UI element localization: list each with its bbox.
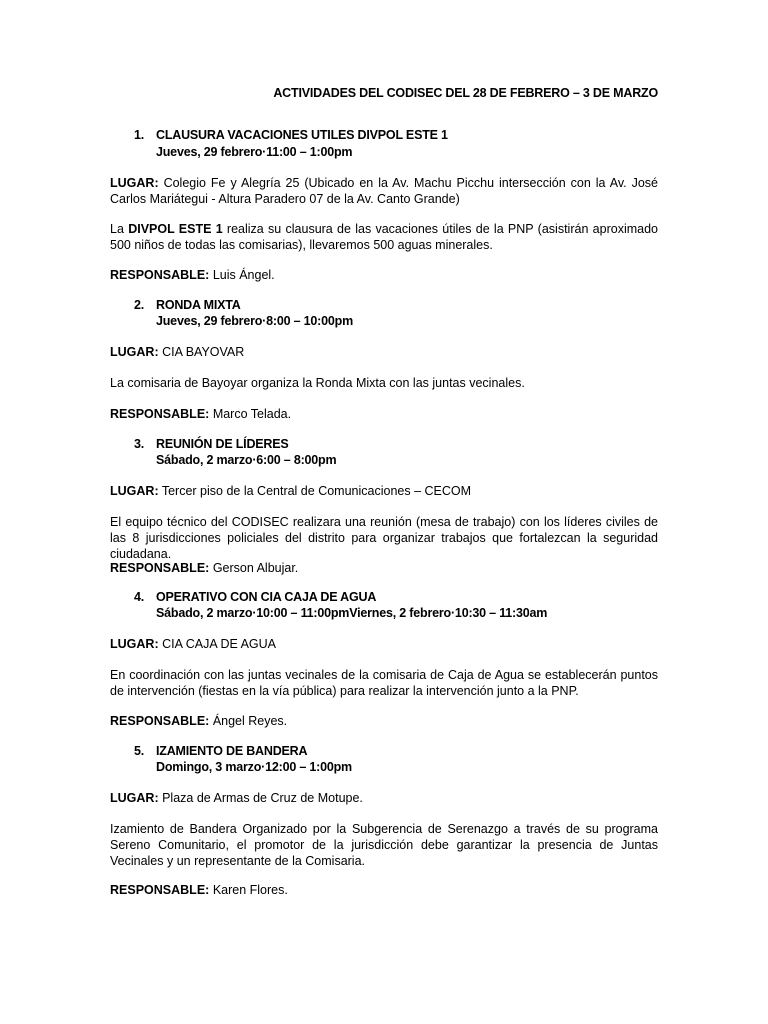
item-1-desc-bold: DIVPOL ESTE 1 (128, 222, 223, 236)
item-1-place (110, 175, 658, 207)
item-5-responsible (110, 882, 658, 898)
item-5-place (110, 790, 658, 806)
item-1-number: 1. (134, 128, 145, 142)
item-2-responsible (110, 406, 658, 422)
item-5-title: IZAMIENTO DE BANDERA (156, 744, 308, 758)
place-label: LUGAR: (110, 637, 159, 651)
responsible-label: RESPONSABLE: (110, 407, 210, 421)
item-5-number: 5. (134, 744, 145, 758)
item-2-responsible-name: Marco Telada. (212, 407, 292, 421)
item-1-desc-text: realiza su clausura de las vacaciones útiles de la PNP (asistirán aproximado 500 niños de todas las comisarias), llevaremos 500 aguas minerales. (110, 222, 658, 252)
item-1-title: CLAUSURA VACACIONES UTILES DIVPOL ESTE 1 (156, 128, 448, 142)
item-5-place-text: Plaza de Armas de Cruz de Motupe. (162, 791, 363, 805)
item-2-number: 2. (134, 298, 145, 312)
item-1-responsible (110, 267, 658, 283)
item-1-heading (134, 128, 448, 142)
item-4-responsible (110, 713, 658, 729)
item-4-description: En coordinación con las juntas vecinales de la comisaria de Caja de Agua se establecerán puntos de intervención (fiestas en la vía pública) para realizar la intervención junto a la PNP. (110, 668, 658, 698)
item-2-description: La comisaria de Bayoyar organiza la Ronda Mixta con las juntas vecinales. (110, 376, 525, 390)
item-5-description: Izamiento de Bandera Organizado por la Subgerencia de Serenazgo a través de su programa Sereno Comunitario, el promotor de la jurisdicción debe garantizar la presencia de Juntas Vecinales y un representante de la Comisaria. (110, 822, 658, 868)
item-3-number: 3. (134, 437, 145, 451)
item-3-when: Sábado, 2 marzo·6:00 – 8:00pm (156, 453, 337, 467)
item-3-place (110, 483, 658, 499)
item-1-desc-prefix: La (110, 222, 129, 236)
item-2-place-text: CIA BAYOVAR (162, 345, 245, 359)
item-4-responsible-name: Ángel Reyes. (212, 714, 288, 728)
responsible-label: RESPONSABLE: (110, 561, 210, 575)
place-label: LUGAR: (110, 484, 159, 498)
item-4-place-text: CIA CAJA DE AGUA (162, 637, 277, 651)
item-3-title: REUNIÓN DE LÍDERES (156, 437, 289, 451)
item-4-place (110, 636, 658, 652)
item-2-when: Jueves, 29 febrero·8:00 – 10:00pm (156, 314, 353, 328)
responsible-label: RESPONSABLE: (110, 268, 210, 282)
document-title: ACTIVIDADES DEL CODISEC DEL 28 DE FEBRERO – 3 DE MARZO (273, 86, 658, 100)
place-label: LUGAR: (110, 345, 159, 359)
item-3-responsible-name: Gerson Albujar. (212, 561, 299, 575)
item-5-heading (134, 744, 307, 758)
item-1-responsible-name: Luis Ángel. (212, 268, 275, 282)
item-4-heading (134, 590, 376, 604)
item-2-place (110, 344, 658, 360)
item-1-place-text: Colegio Fe y Alegría 25 (Ubicado en la Av. Machu Picchu intersección con la Av. José Carlos Mariátegui - Altura Paradero 07 de la Av. Canto Grande) (110, 176, 658, 206)
item-4-title: OPERATIVO CON CIA CAJA DE AGUA (156, 590, 377, 604)
item-4-when: Sábado, 2 marzo·10:00 – 11:00pmViernes, 2 febrero·10:30 – 11:30am (156, 606, 548, 620)
item-5-when: Domingo, 3 marzo·12:00 – 1:00pm (156, 760, 352, 774)
item-1-description (110, 221, 658, 253)
item-3-responsible (110, 560, 658, 576)
item-4-number: 4. (134, 590, 145, 604)
place-label: LUGAR: (110, 791, 159, 805)
item-3-heading (134, 437, 289, 451)
responsible-label: RESPONSABLE: (110, 714, 210, 728)
item-1-when: Jueves, 29 febrero·11:00 – 1:00pm (156, 145, 353, 159)
item-2-title: RONDA MIXTA (156, 298, 241, 312)
responsible-label: RESPONSABLE: (110, 883, 210, 897)
item-5-responsible-name: Karen Flores. (212, 883, 288, 897)
item-3-place-text: Tercer piso de la Central de Comunicaciones – CECOM (161, 484, 472, 498)
item-3-description: El equipo técnico del CODISEC realizara una reunión (mesa de trabajo) con los líderes civiles de las 8 jurisdicciones policiales del distrito para organizar trabajos que fortalezcan la seguridad ciudadana. (110, 515, 658, 561)
place-label: LUGAR: (110, 176, 159, 190)
item-2-heading (134, 298, 241, 312)
